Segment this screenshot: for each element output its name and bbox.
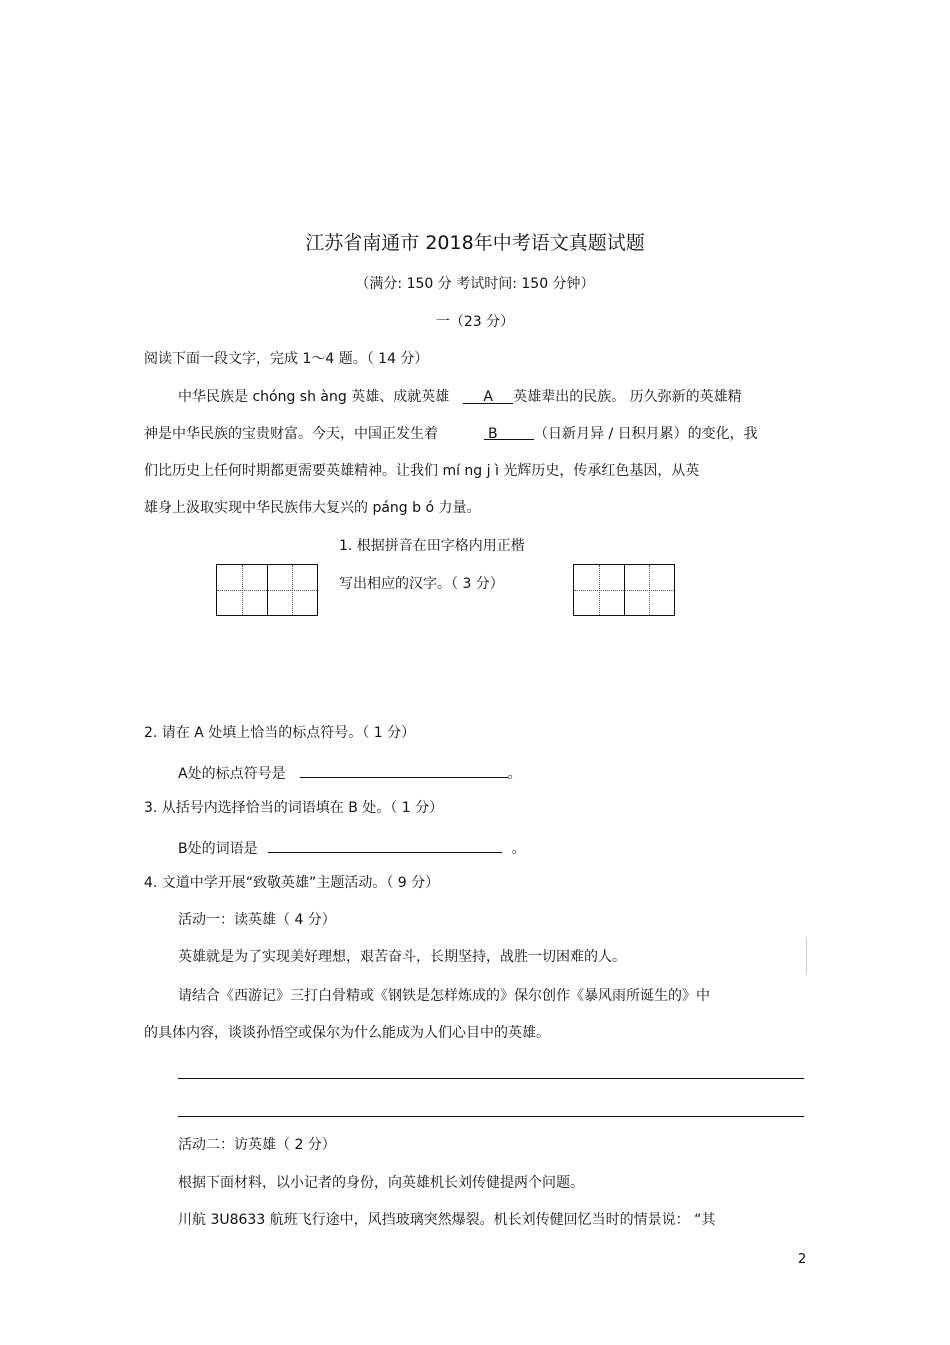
passage-text: （日新月异 / 日积月累）的变化，我	[534, 426, 758, 442]
answer-label: B处的词语是	[178, 841, 258, 857]
question-2: 2. 请在 A 处填上恰当的标点符号。（ 1 分）	[144, 725, 416, 741]
passage-line-1	[178, 387, 742, 407]
question-3: 3. 从括号内选择恰当的词语填在 B 处。（ 1 分）	[144, 800, 444, 816]
tianzige-grid-left[interactable]	[216, 564, 318, 616]
question-1-line-1: 1. 根据拼音在田字格内用正楷	[339, 538, 525, 554]
page-number: 2	[798, 1252, 807, 1267]
answer-blank-a[interactable]	[300, 761, 508, 778]
question-4: 4. 文道中学开展“致敬英雄”主题活动。（ 9 分）	[144, 875, 440, 891]
section-heading: 一（23 分）	[435, 314, 515, 330]
page-title: 江苏省南通市 2018年中考语文真题试题	[305, 232, 645, 254]
question-2-answer	[178, 761, 522, 784]
passage-text: 神是中华民族的宝贵财富。今天，中国正发生着	[144, 426, 438, 442]
activity-1-prompt-line-2: 的具体内容，谈谈孙悟空或保尔为什么能成为人们心目中的英雄。	[144, 1025, 550, 1041]
answer-blank-b[interactable]	[268, 836, 502, 853]
answer-line-2[interactable]	[178, 1116, 804, 1117]
reading-instruction: 阅读下面一段文字，完成 1～4 题。（ 14 分）	[144, 351, 429, 367]
activity-1-title: 活动一：读英雄（ 4 分）	[178, 912, 336, 928]
question-1-line-2: 写出相应的汉字。（ 3 分）	[339, 576, 504, 592]
blank-b: B	[484, 424, 534, 440]
hero-definition: 英雄就是为了实现美好理想，艰苦奋斗，长期坚持，战胜一切困难的人。	[178, 949, 626, 965]
answer-period: 。	[511, 841, 526, 857]
activity-2-prompt: 根据下面材料，以小记者的身份，向英雄机长刘传健提两个问题。	[178, 1175, 584, 1191]
answer-label: A处的标点符号是	[178, 766, 286, 782]
passage-line-2	[144, 424, 758, 444]
activity-2-title: 活动二：访英雄（ 2 分）	[178, 1137, 336, 1153]
activity-1-prompt-line-1: 请结合《西游记》三打白骨精或《钢铁是怎样炼成的》保尔创作《暴风雨所诞生的》中	[178, 988, 710, 1004]
passage-text: 英雄辈出的民族。 历久弥新的英雄精	[513, 389, 742, 405]
answer-period: 。	[507, 766, 522, 782]
question-3-answer	[178, 836, 526, 859]
blank-a: A	[463, 387, 513, 404]
margin-mark	[806, 938, 807, 974]
exam-info: （满分: 150 分 考试时间: 150 分钟）	[355, 276, 595, 292]
passage-line-3: 们比历史上任何时期都更需要英雄精神。让我们 mí ng j ì 光辉历史，传承红色基因，从英	[144, 463, 700, 479]
answer-line-1[interactable]	[178, 1078, 804, 1079]
activity-2-material: 川航 3U8633 航班飞行途中，风挡玻璃突然爆裂。机长刘传健回忆当时的情景说： “其	[178, 1212, 716, 1228]
passage-text: 中华民族是 chóng sh àng 英雄、成就英雄	[178, 389, 450, 405]
tianzige-grid-right[interactable]	[573, 564, 675, 616]
passage-line-4: 雄身上汲取实现中华民族伟大复兴的 páng b ó 力量。	[144, 500, 481, 516]
